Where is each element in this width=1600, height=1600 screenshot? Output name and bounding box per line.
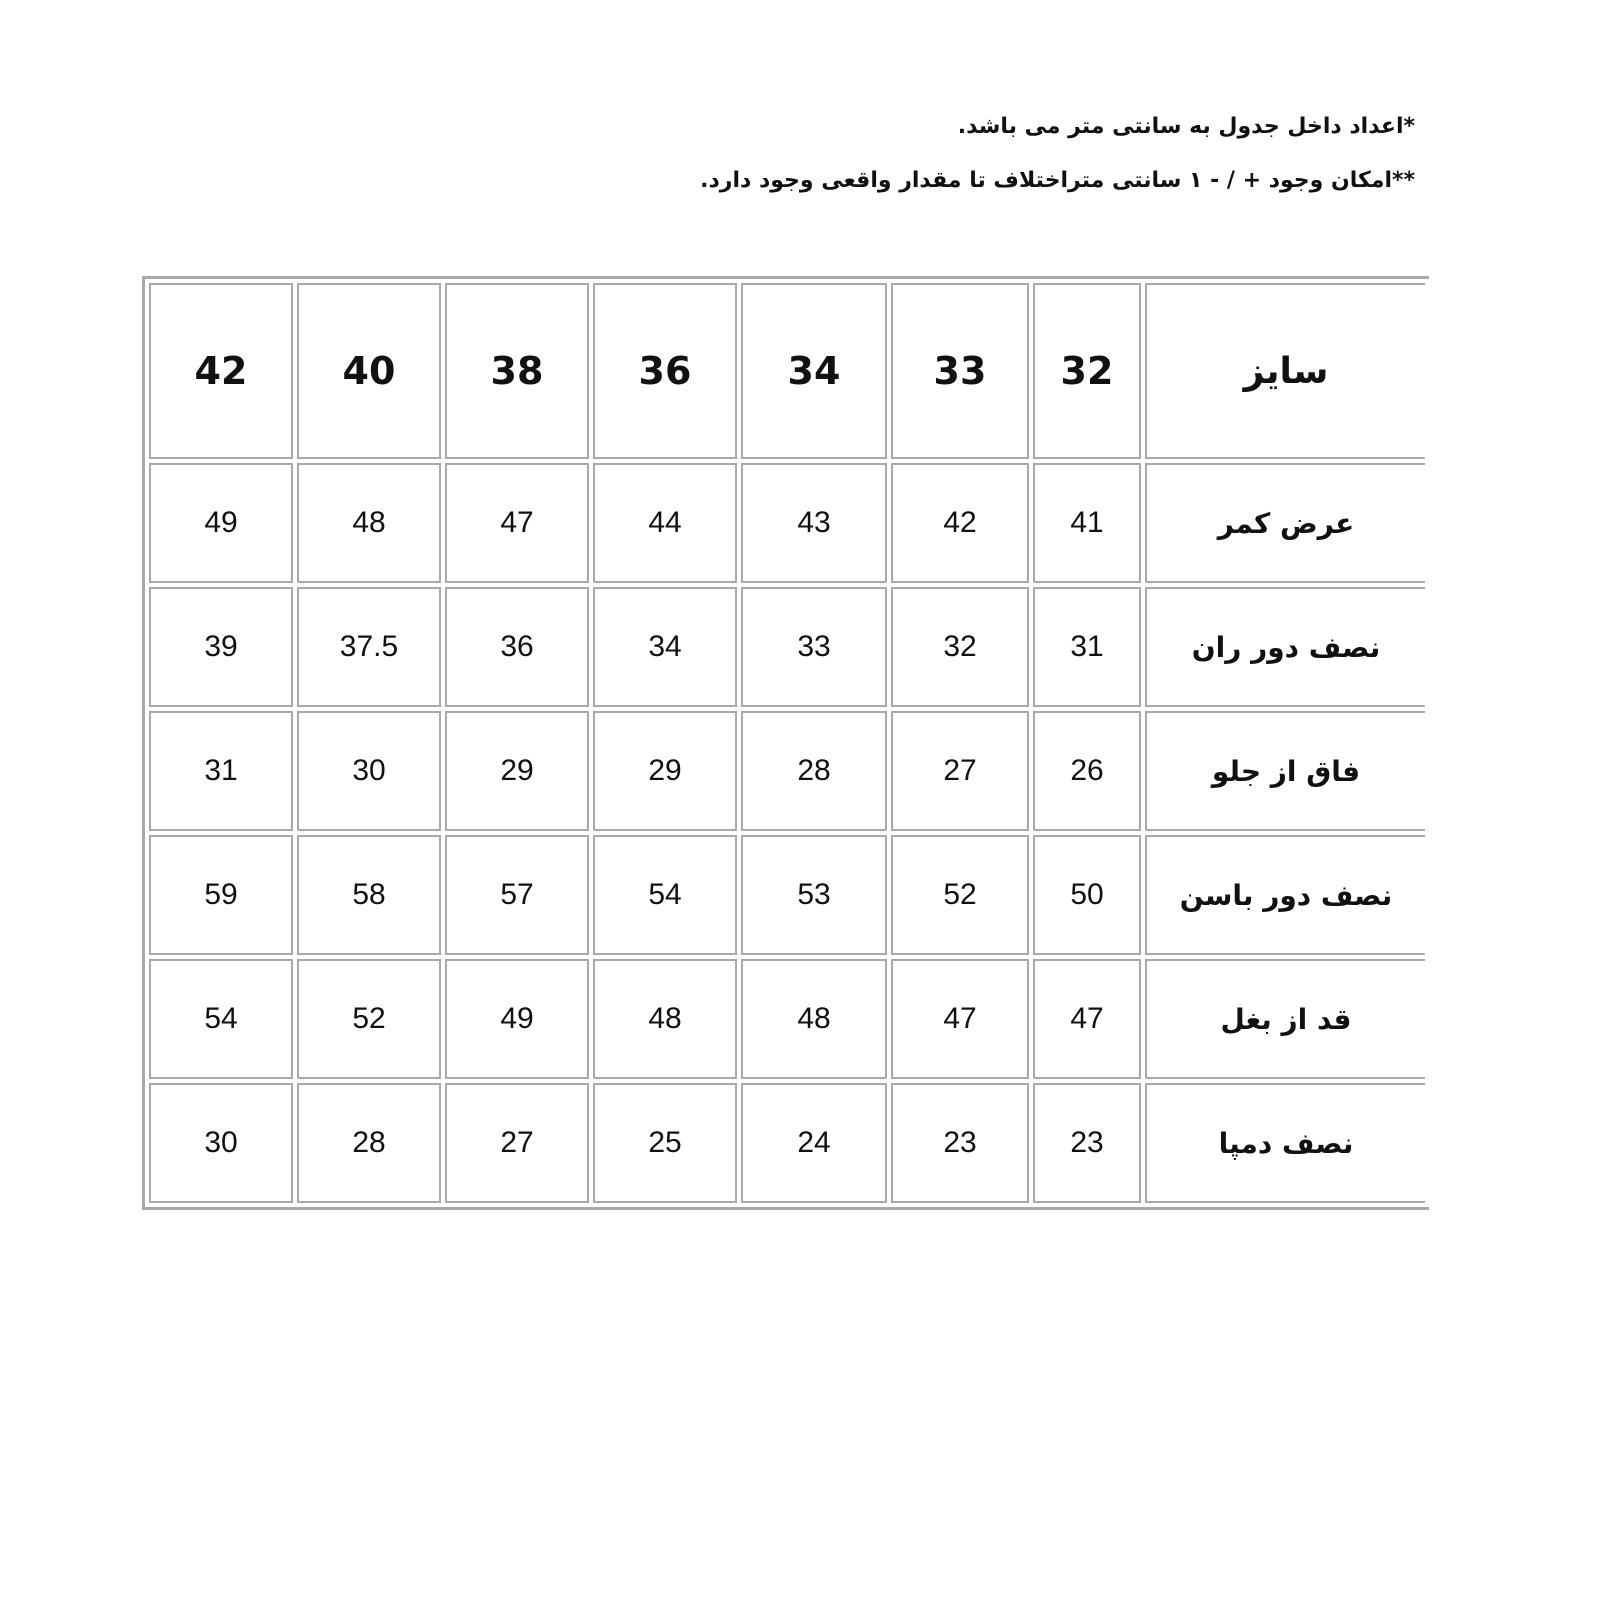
header-size: 34 — [741, 283, 887, 459]
table-cell: 49 — [445, 959, 589, 1079]
table-cell: 47 — [445, 463, 589, 583]
table-row — [149, 711, 1425, 831]
header-size: 42 — [149, 283, 293, 459]
table-cell: 33 — [741, 587, 887, 707]
header-size: 40 — [297, 283, 441, 459]
table-cell: 39 — [149, 587, 293, 707]
table-cell: 52 — [891, 835, 1029, 955]
table-cell: 49 — [149, 463, 293, 583]
row-label: نصف دور باسن — [1145, 835, 1425, 955]
note-units: *اعداد داخل جدول به سانتی متر می باشد. — [957, 114, 1415, 139]
table-cell: 47 — [1033, 959, 1141, 1079]
table-cell: 29 — [445, 711, 589, 831]
size-chart-table — [142, 276, 1429, 1210]
row-label: قد از بغل — [1145, 959, 1425, 1079]
table-row — [149, 835, 1425, 955]
table-cell: 48 — [741, 959, 887, 1079]
table-cell: 52 — [297, 959, 441, 1079]
table-cell: 58 — [297, 835, 441, 955]
header-size-label: سایز — [1145, 283, 1425, 459]
table-header-row — [149, 283, 1425, 459]
table-cell: 48 — [297, 463, 441, 583]
table-cell: 28 — [297, 1083, 441, 1203]
table-cell: 53 — [741, 835, 887, 955]
table-cell: 32 — [891, 587, 1029, 707]
table-cell: 31 — [1033, 587, 1141, 707]
table-cell: 23 — [891, 1083, 1029, 1203]
header-size: 38 — [445, 283, 589, 459]
note-tolerance: **امکان وجود + / - ۱ سانتی متراختلاف تا مقدار واقعی وجود دارد. — [700, 168, 1415, 193]
table-cell: 27 — [891, 711, 1029, 831]
header-size: 36 — [593, 283, 737, 459]
table-cell: 59 — [149, 835, 293, 955]
row-label: فاق از جلو — [1145, 711, 1425, 831]
table-cell: 26 — [1033, 711, 1141, 831]
table-cell: 24 — [741, 1083, 887, 1203]
table-cell: 28 — [741, 711, 887, 831]
table-cell: 42 — [891, 463, 1029, 583]
table-row — [149, 959, 1425, 1079]
row-label: نصف دمپا — [1145, 1083, 1425, 1203]
table-cell: 36 — [445, 587, 589, 707]
table-row — [149, 463, 1425, 583]
table-cell: 31 — [149, 711, 293, 831]
table-row — [149, 587, 1425, 707]
table-cell: 50 — [1033, 835, 1141, 955]
table-cell: 57 — [445, 835, 589, 955]
table-cell: 48 — [593, 959, 737, 1079]
row-label: نصف دور ران — [1145, 587, 1425, 707]
table-cell: 34 — [593, 587, 737, 707]
header-size: 32 — [1033, 283, 1141, 459]
table-cell: 37.5 — [297, 587, 441, 707]
table-cell: 47 — [891, 959, 1029, 1079]
table-cell: 30 — [149, 1083, 293, 1203]
table-cell: 41 — [1033, 463, 1141, 583]
row-label: عرض کمر — [1145, 463, 1425, 583]
table-cell: 29 — [593, 711, 737, 831]
table-cell: 27 — [445, 1083, 589, 1203]
table-row — [149, 1083, 1425, 1203]
table-cell: 44 — [593, 463, 737, 583]
header-size: 33 — [891, 283, 1029, 459]
table-cell: 25 — [593, 1083, 737, 1203]
table-cell: 43 — [741, 463, 887, 583]
table-cell: 23 — [1033, 1083, 1141, 1203]
table-cell: 30 — [297, 711, 441, 831]
notes — [515, 112, 1415, 220]
table-cell: 54 — [593, 835, 737, 955]
table-cell: 54 — [149, 959, 293, 1079]
